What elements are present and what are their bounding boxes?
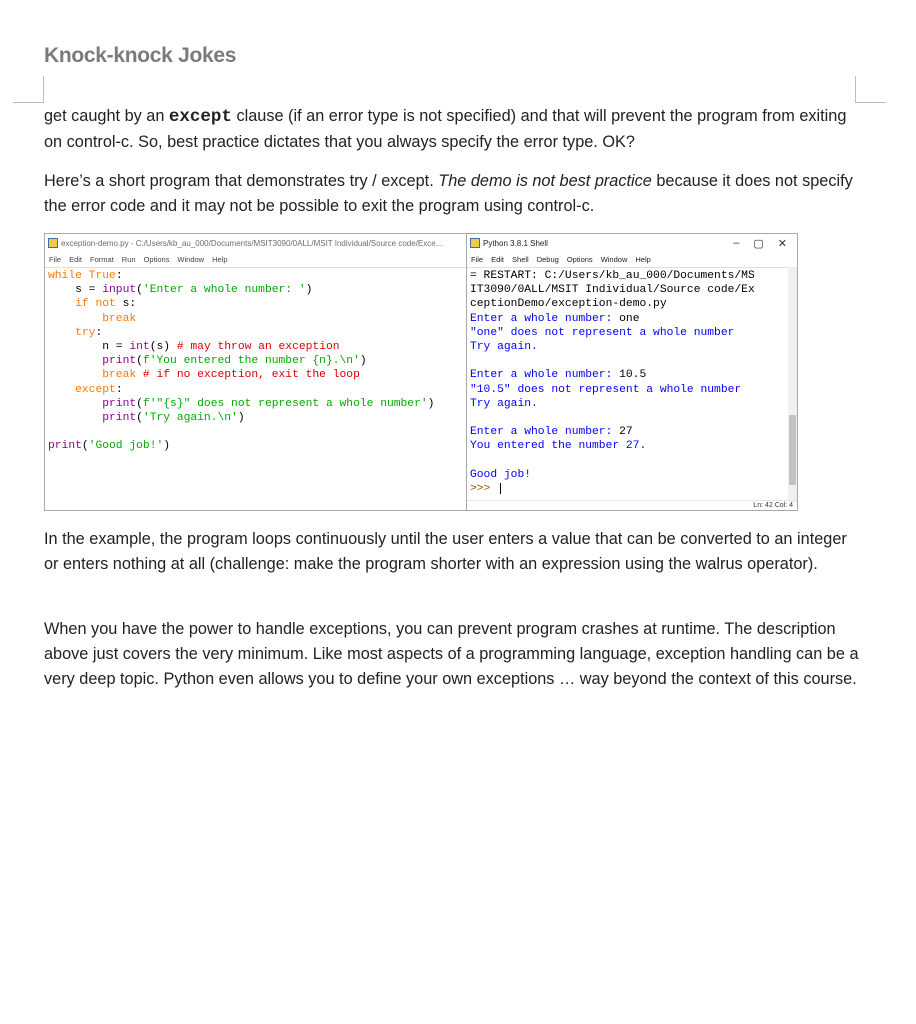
shell-line: "10.5" does not represent a whole number: [470, 383, 742, 396]
code-line: [48, 312, 467, 326]
code-text: [48, 355, 102, 367]
shell-line: [470, 312, 797, 326]
screenshot-figure: [44, 233, 798, 511]
text: clause (if an error type is not specified) and that will prevent the program from exiting on control-c. So, best practice dictates that you always specify the error type. OK?: [44, 107, 847, 151]
minimize-icon[interactable]: –: [733, 236, 740, 249]
code-text: (: [136, 355, 143, 368]
shell-line: ceptionDemo/exception-demo.py: [470, 298, 667, 311]
code-line: [48, 354, 467, 368]
code-text: n =: [48, 341, 130, 354]
keyword: except: [75, 383, 116, 396]
code-line: [48, 340, 467, 354]
emphasis: The demo is not best practice: [438, 172, 652, 190]
menu-format[interactable]: Format: [90, 255, 114, 264]
code-line: [48, 383, 467, 397]
code-text: [48, 412, 102, 424]
editor-titlebar: [45, 234, 467, 252]
code-line: [48, 425, 467, 439]
shell-window: [466, 233, 798, 511]
code-line: [48, 397, 467, 411]
code-text: [136, 369, 143, 381]
code-text: (: [81, 440, 89, 453]
page-header-title: Knock-knock Jokes: [44, 44, 237, 67]
user-input: one: [619, 312, 640, 325]
menu-file[interactable]: File: [49, 255, 62, 264]
window-controls: [733, 237, 797, 250]
code-line: [48, 368, 467, 382]
code-text: [48, 327, 75, 339]
code-text: (: [136, 397, 143, 410]
shell-line: [470, 454, 797, 468]
prompt-text: Enter a whole number:: [470, 312, 620, 325]
code-text: :: [115, 270, 123, 282]
builtin: int: [129, 341, 150, 354]
editor-menubar: [45, 252, 467, 268]
close-icon[interactable]: ✕: [777, 237, 787, 250]
shell-output[interactable]: [467, 268, 797, 496]
menu-help[interactable]: Help: [212, 255, 228, 264]
code-text: s =: [48, 284, 103, 297]
code-text: ): [237, 412, 245, 425]
builtin: input: [102, 284, 137, 297]
menu-edit[interactable]: Edit: [69, 255, 83, 264]
shell-line: Try again.: [470, 397, 538, 410]
editor-window: [44, 233, 467, 511]
code-text: [48, 298, 75, 310]
code-text: [48, 313, 102, 325]
code-line: [48, 283, 467, 297]
text: get caught by an: [44, 107, 169, 125]
shell-titlebar: [467, 234, 797, 252]
paragraph-example-explanation: In the example, the program loops continuously until the user enters a value that can be converted to an integer or enters nothing at all (challenge: make the program shorter with an expression using the walrus operator).: [44, 530, 847, 573]
comment: # may throw an exception: [176, 341, 340, 354]
prompt-text: Enter a whole number:: [470, 369, 620, 382]
code-text: [48, 369, 102, 381]
python-file-icon: [48, 238, 58, 248]
code-text: ): [305, 284, 313, 297]
text: because it does not specify the error code and it may not be possible to exit the program using control-c.: [44, 172, 853, 215]
code-text: (: [136, 412, 143, 425]
code-text: s:: [115, 298, 137, 311]
shell-line: IT3090/0ALL/MSIT Individual/Source code/Ex: [470, 284, 755, 297]
shell-statusbar: [467, 500, 797, 510]
shell-line: [470, 411, 797, 425]
code-text: :: [115, 383, 123, 396]
margin-corner-left: [13, 76, 44, 103]
code-line: [48, 411, 467, 425]
code-line: [48, 297, 467, 311]
editor-code-area[interactable]: [45, 268, 467, 454]
shell-line: [470, 482, 797, 496]
code-text: :: [95, 326, 103, 339]
cursor-position: Ln: 42 Col: 4: [753, 502, 793, 509]
string: 'Good job!': [88, 440, 164, 453]
shell-line: "one" does not represent a whole number: [470, 326, 735, 339]
code-text: (: [136, 284, 143, 297]
string: f'You entered the number {n}.\n': [142, 355, 360, 368]
code-text: [48, 384, 75, 396]
margin-corner-right: [855, 76, 886, 103]
paragraph-except-clause: [44, 104, 864, 155]
shell-line: = RESTART: C:/Users/kb_au_000/Documents/MS: [470, 270, 755, 282]
string: 'Enter a whole number: ': [142, 284, 306, 297]
keyword: while: [48, 270, 82, 282]
code-line: [48, 439, 467, 453]
prompt-text: Enter a whole number:: [470, 426, 620, 439]
menu-help[interactable]: Help: [635, 255, 651, 264]
menu-window[interactable]: Window: [600, 255, 628, 264]
menu-window[interactable]: Window: [177, 255, 205, 264]
shell-prompt: >>>: [470, 483, 498, 496]
python-icon: [470, 238, 480, 248]
shell-title: Python 3.8.1 Shell: [483, 238, 548, 248]
text-cursor: [500, 483, 501, 494]
string: 'Try again.\n': [142, 412, 238, 425]
paragraph-exception-handling: When you have the power to handle exceptions, you can prevent program crashes at runtime. The description above just covers the very minimum. Like most aspects of a programming language, exception handling can be a very deep topic. Python even allows you to define your own exceptions … way beyond the context of this course.: [44, 620, 859, 688]
code-line: [48, 269, 467, 283]
code-text: [48, 398, 102, 410]
comment: # if no exception, exit the loop: [142, 369, 360, 382]
code-text: ): [359, 355, 367, 368]
shell-scrollbar-thumb[interactable]: [789, 415, 796, 485]
user-input: 10.5: [619, 369, 647, 382]
code-line: [48, 326, 467, 340]
shell-line: [470, 368, 797, 382]
keyword: try: [75, 326, 96, 339]
shell-line: [470, 354, 797, 368]
keyword: break: [102, 369, 137, 382]
menu-file[interactable]: File: [471, 255, 484, 264]
builtin: print: [102, 397, 137, 410]
paragraph-demo-intro: [44, 169, 864, 219]
keyword: break: [102, 312, 137, 325]
menu-shell[interactable]: Shell: [512, 255, 529, 264]
maximize-icon[interactable]: ▢: [753, 237, 764, 250]
keyword: if not: [75, 298, 116, 311]
builtin: print: [102, 355, 137, 368]
text: Here’s a short program that demonstrates try / except.: [44, 172, 439, 190]
builtin: print: [48, 440, 82, 453]
editor-title: exception-demo.py - C:/Users/kb_au_000/Documents/MSIT3090/0ALL/MSIT Individual/Source code/Exce...: [61, 238, 443, 248]
user-input: 27: [619, 426, 633, 439]
menu-edit[interactable]: Edit: [491, 255, 505, 264]
shell-line: [470, 425, 797, 439]
code-text: ): [163, 440, 171, 453]
keyword: True: [81, 270, 116, 282]
menu-options[interactable]: Options: [143, 255, 170, 264]
shell-line: Good job!: [470, 468, 532, 481]
shell-line: You entered the number 27.: [470, 440, 647, 453]
menu-run[interactable]: Run: [121, 255, 136, 264]
menu-debug[interactable]: Debug: [536, 255, 559, 264]
shell-line: Try again.: [470, 341, 538, 354]
menu-options[interactable]: Options: [566, 255, 593, 264]
code-text: (s): [149, 341, 177, 354]
shell-menubar: [467, 252, 797, 268]
string: f'"{s}" does not represent a whole number': [142, 397, 428, 410]
code-text: ): [427, 397, 435, 410]
inline-code: except: [168, 107, 232, 127]
builtin: print: [102, 412, 137, 425]
